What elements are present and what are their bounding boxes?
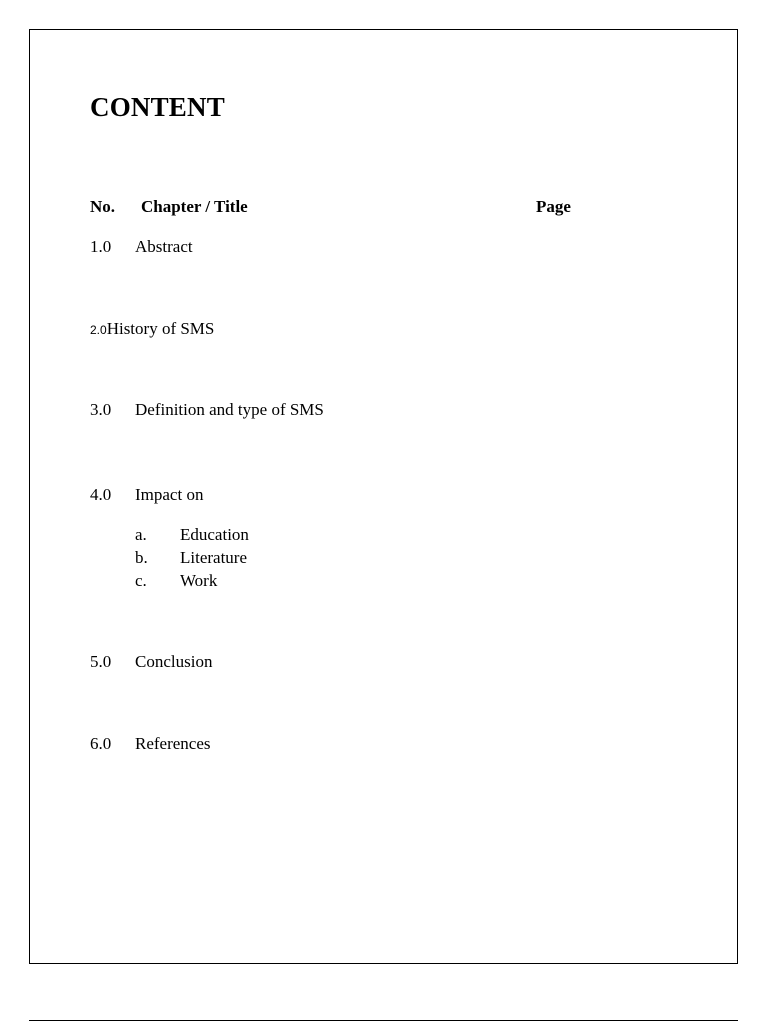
toc-subentry-title: Work bbox=[180, 571, 218, 590]
toc-entry-title: History of SMS bbox=[106, 319, 215, 338]
toc-entry-title: Conclusion bbox=[135, 652, 213, 671]
toc-entry-title: Definition and type of SMS bbox=[135, 400, 324, 419]
toc-entry-number: 1.0 bbox=[90, 237, 112, 256]
column-header-page: Page bbox=[536, 197, 571, 216]
toc-entry-references bbox=[90, 733, 211, 755]
toc-subentry-letter: a. bbox=[135, 525, 147, 544]
toc-entry-number: 4.0 bbox=[90, 485, 112, 504]
toc-subentry-title: Education bbox=[180, 525, 249, 544]
toc-entry-history bbox=[90, 318, 214, 341]
toc-entry-conclusion bbox=[90, 651, 212, 673]
page-title: CONTENT bbox=[90, 92, 225, 122]
toc-subentry-work bbox=[135, 570, 217, 592]
toc-subentry-literature bbox=[135, 547, 247, 569]
toc-entry-definition bbox=[90, 399, 324, 421]
toc-entry-title: References bbox=[135, 734, 211, 753]
toc-subentry-letter: c. bbox=[135, 571, 147, 590]
toc-entry-impact bbox=[90, 484, 203, 506]
toc-entry-number: 2.0 bbox=[90, 323, 107, 337]
toc-entry-number: 6.0 bbox=[90, 734, 112, 753]
toc-entry-number: 3.0 bbox=[90, 400, 112, 419]
next-page-top-border bbox=[29, 1020, 738, 1021]
toc-subentry-education bbox=[135, 524, 249, 546]
toc-entry-title: Impact on bbox=[135, 485, 204, 504]
toc-entry-abstract bbox=[90, 236, 193, 258]
toc-subentry-title: Literature bbox=[180, 548, 248, 567]
toc-subentry-letter: b. bbox=[135, 548, 148, 567]
column-header-no: No. bbox=[90, 197, 116, 216]
column-header-chapter: Chapter / Title bbox=[141, 197, 248, 216]
toc-entry-number: 5.0 bbox=[90, 652, 112, 671]
toc-entry-title: Abstract bbox=[135, 237, 193, 256]
